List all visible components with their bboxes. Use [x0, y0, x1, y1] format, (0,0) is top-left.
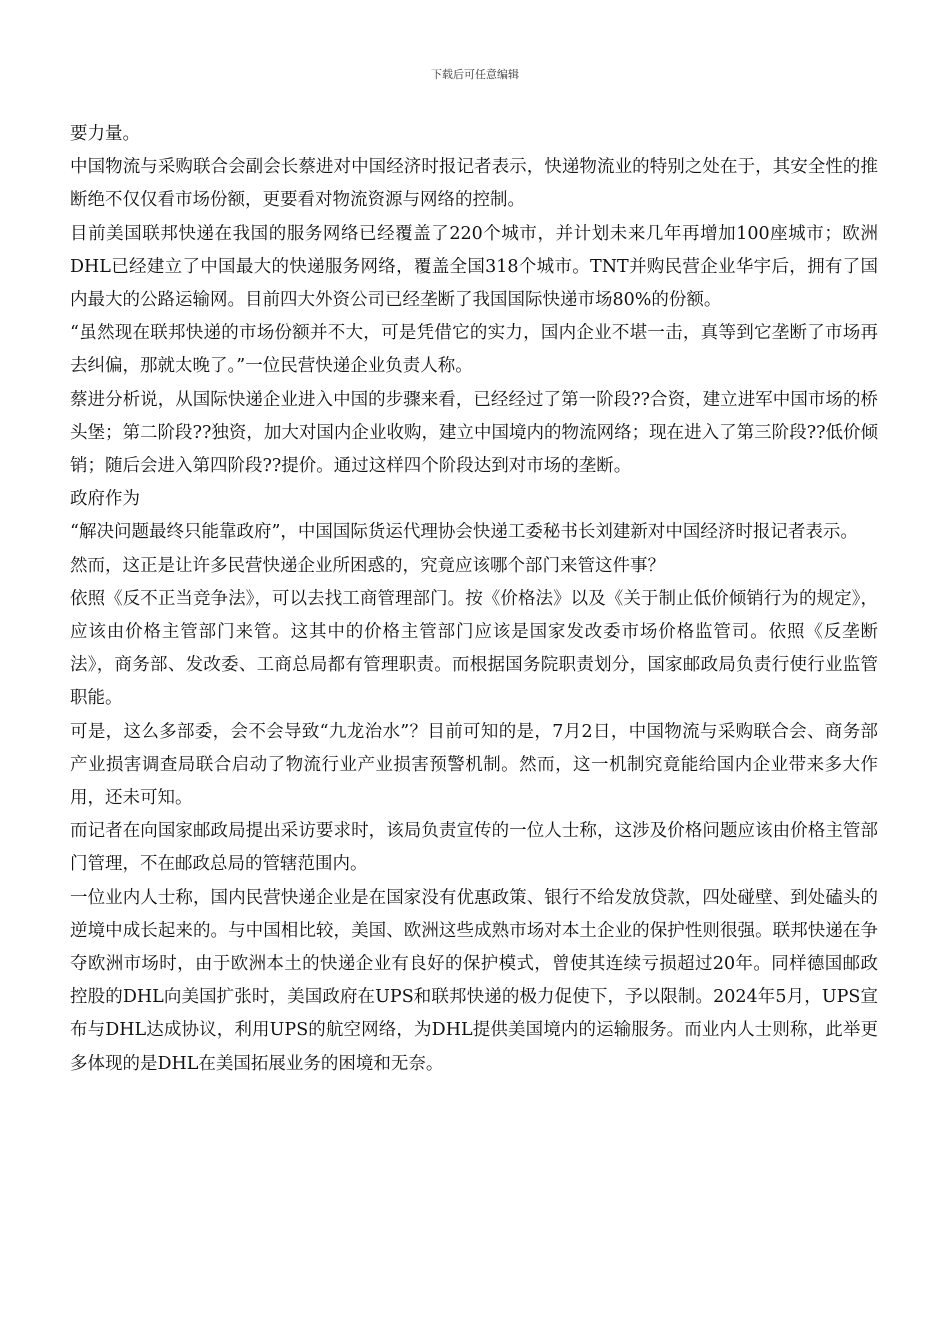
paragraph-12: 一位业内人士称，国内民营快递企业是在国家没有优惠政策、银行不给发放贷款，四处碰壁、到处磕头的逆境中成长起来的。与中国相比较，美国、欧洲这些成熟市场对本土企业的保护性则很强。联邦快递在争夺欧洲市场时，由于欧洲本土的快递企业有良好的保护模式，曾使其连续亏损超过20年。同样德国邮政控股的DHL向美国扩张时，美国政府在UPS和联邦快递的极力促使下，予以限制。2024年5月，UPS宣布与DHL达成协议，利用UPS的航空网络，为DHL提供美国境内的运输服务。而业内人士则称，此举更多体现的是DHL在美国拓展业务的困境和无奈。: [70, 887, 878, 1074]
paragraph-3: 目前美国联邦快递在我国的服务网络已经覆盖了220个城市，并计划未来几年再增加100座城市；欧洲DHL已经建立了中国最大的快递服务网络，覆盖全国318个城市。TNT并购民营企业华宇后，拥有了国内最大的公路运输网。目前四大外资公司已经垄断了我国国际快递市场80%的份额。: [70, 223, 878, 311]
document-body: [70, 118, 878, 1081]
section-heading: 政府作为: [70, 489, 140, 510]
paragraph-10: 可是，这么多部委，会不会导致“九龙治水”？目前可知的是，7月2日，中国物流与采购联合会、商务部产业损害调查局联合启动了物流行业产业损害预警机制。然而，这一机制究竟能给国内企业带来多大作用，还未可知。: [70, 721, 878, 809]
paragraph-4: “虽然现在联邦快递的市场份额并不大，可是凭借它的实力，国内企业不堪一击，真等到它垄断了市场再去纠偏，那就太晚了。”一位民营快递企业负责人称。: [70, 323, 878, 377]
page-header: 下载后可任意编辑: [431, 68, 519, 81]
paragraph-11: 而记者在向国家邮政局提出采访要求时，该局负责宣传的一位人士称，这涉及价格问题应该由价格主管部门管理，不在邮政总局的管辖范围内。: [70, 821, 878, 875]
paragraph-2: 中国物流与采购联合会副会长蔡进对中国经济时报记者表示，快递物流业的特别之处在于，其安全性的推断绝不仅仅看市场份额，更要看对物流资源与网络的控制。: [70, 157, 878, 211]
paragraph-8: 然而，这正是让许多民营快递企业所困惑的，究竟应该哪个部门来管这件事？: [70, 555, 665, 576]
paragraph-7: “解决问题最终只能靠政府”，中国国际货运代理协会快递工委秘书长刘建新对中国经济时报记者表示。: [70, 522, 858, 543]
paragraph-5: 蔡进分析说，从国际快递企业进入中国的步骤来看，已经经过了第一阶段??合资，建立进军中国市场的桥头堡；第二阶段??独资，加大对国内企业收购，建立中国境内的物流网络；现在进入了第三阶段??低价倾销；随后会进入第四阶段??提价。通过这样四个阶段达到对市场的垄断。: [70, 389, 878, 477]
paragraph-1: 要力量。: [70, 124, 140, 144]
paragraph-9: 依照《反不正当竞争法》，可以去找工商管理部门。按《价格法》以及《关于制止低价倾销行为的规定》，应该由价格主管部门来管。这其中的价格主管部门应该是国家发改委市场价格监管司。依照《反垄断法》，商务部、发改委、工商总局都有管理职责。而根据国务院职责划分，国家邮政局负责行使行业监管职能。: [70, 588, 878, 709]
